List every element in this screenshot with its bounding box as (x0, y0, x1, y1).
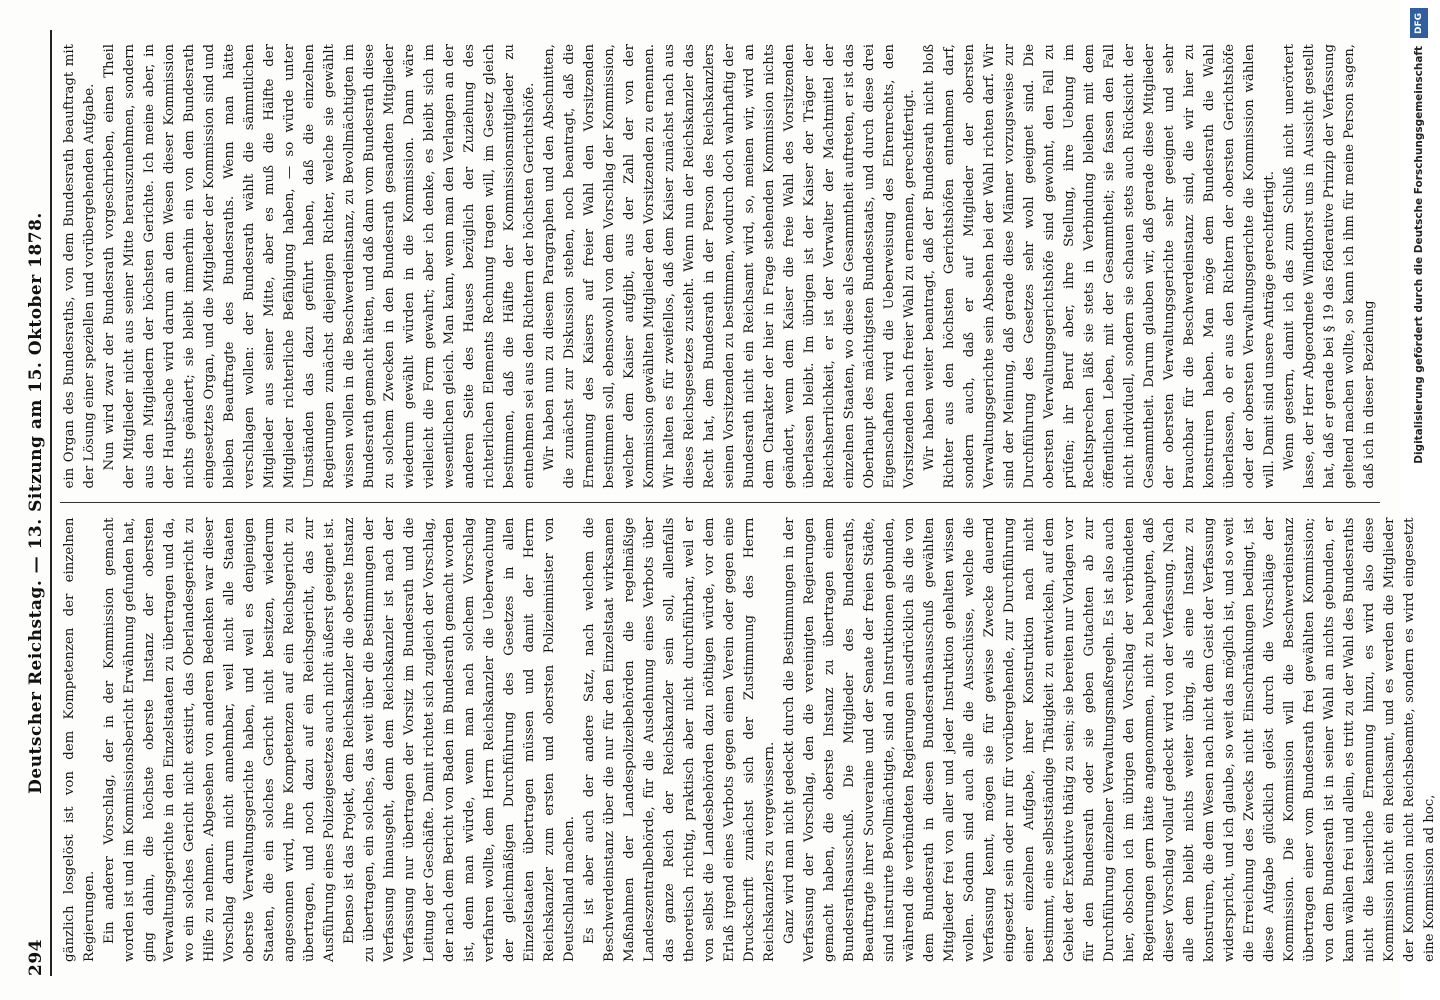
dfg-caption: Digitalisierung gefördert durch die Deutsche Forschungsgemeinschaft (1413, 46, 1425, 464)
header-session: — 13. Sitzung am 15. Oktober 1878. (26, 212, 46, 574)
paragraph: gänzlich losgelöst ist von dem Kompetenzen der einzelnen Regierungen. (62, 517, 97, 962)
right-column (60, 30, 1380, 504)
page-number: 294 (26, 939, 46, 976)
paragraph: Es ist aber auch der andere Satz, nach welchem die Beschwerdeinstanz über die nur für den Einzelstaat wirksamen Maßnahmen der Landespolizeibehörden die regelmäßige Landeszentralbehörde, für die Ausdehnung eines Verbots über das ganze Reich der Reichskanzler sein soll, allenfalls theoretisch richtig, praktisch aber nicht durchführbar, weil er von selbst die Landesbehörden dazu nöthigen würde, vor dem Erlaß irgend eines Verbots gegen einen Verein oder gegen eine Druckschrift zunächst sich der Zustimmung des Herrn Reichskanzlers zu vergewissern. (582, 517, 777, 962)
dfg-logo-icon: DFG (1410, 8, 1428, 38)
dfg-sidebar (1406, 0, 1432, 1000)
paragraph: Ein anderer Vorschlag, der in der Kommission gemacht worden ist und im Kommissionsbericht Erwähnung gefunden hat, ging dahin, die höchste oberste Instanz der obersten Verwaltungsgerichte in den Einzelstaaten zu übertragen und da, wo ein solches Gericht nicht existirt, das Oberlandesgericht zu Hilfe zu nehmen. Abgesehen von anderen Bedenken war dieser Vorschlag darum nicht annehmbar, weil nicht alle Staaten oberste Verwaltungsgerichte haben, und weil es denjenigen Staaten, die ein solches Gericht nicht besitzen, wiederum angesonnen wird, ihre Kompetenzen auf ein Reichsgericht zu übertragen, und noch dazu auf ein Reichsgericht, das zur Ausführung eines Polizeigesetzes auch nicht äußerst geeignet ist. (102, 517, 337, 962)
paragraph: Wir haben weiter beantragt, daß der Bundesrath nicht bloß Richter aus den höchsten Gerichtshöfen entnehmen darf, sondern auch, daß er auf Mitglieder der obersten Verwaltungsgerichte sein Absehen bei der Wahl richten darf. Wir sind der Meinung, daß gerade diese Männer vorzugsweise zur Durchführung des Gesetzes sehr wohl geeignet sind. Die obersten Verwaltungsgerichtshöfe sind gewohnt, den Fall zu prüfen; ihr Beruf aber, ihre Stellung, ihre Uebung im Rechtsprechen läßt sie stets in Verbindung bleiben mit dem öffentlichen Leben, mit der Gesammtheit; sie fassen den Fall nicht individuell, sondern sie schauen stets auch Rücksicht der Gesammtheit. Darum glauben wir, daß gerade diese Mitglieder der obersten Verwaltungsgerichte sehr geeignet und sehr brauchbar für die Beschwerdeinstanz sind, die wir hier zu konstruiren haben. Man möge dem Bundesrath die Wahl überlassen, ob er aus den Richtern der obersten Gerichtshöfe oder der obersten Verwaltungsgerichte die Kommission wählen will. Damit sind unsere Anträge gerechtfertigt. (922, 44, 1277, 489)
header-title: Deutscher Reichstag. (26, 579, 46, 794)
left-column (60, 504, 1437, 977)
paragraph: Wenn gestern, damit ich das zum Schluß nicht unerörtert lasse, der Herr Abgeordnete Windthorst uns in Aussicht gestellt hat, daß er gerade bei § 19 das föderative Prinzip der Verfassung geltend machen wollte, so kann ich ihm für meine Person sagen, daß ich in dieser Beziehung (1282, 44, 1377, 489)
paragraph: ein Organ des Bundesraths, von dem Bundesrath beauftragt mit der Lösung einer speziellen und vorübergehenden Aufgabe. (62, 44, 97, 489)
running-title (26, 90, 46, 916)
paragraph: Ebenso ist das Projekt, dem Reichskanzler die oberste Instanz zu übertragen, ein solches, das weit über die Bestimmungen der Verfassung hinausgeht, denn dem Reichskanzler ist nach der Verfassung nur übertragen der Vorsitz im Bundesrath und die Leitung der Geschäfte. Damit richtet sich zugleich der Vorschlag, der nach dem Bericht von Baden im Bundesrath gemacht worden ist, denn man würde, wenn man nach solchem Vorschlag verfahren wollte, dem Herrn Reichskanzler die Ueberwachung der gleichmäßigen Durchführung des Gesetzes in allen Einzelstaaten übertragen müssen und damit der Herrn Reichskanzler zum ersten und obersten Polizeiminister von Deutschland machen. (342, 517, 577, 962)
paragraph: Wir haben nun zu diesem Paragraphen und den Abschnitten, die zunächst zur Diskussion stehen, noch beantragt, daß die Ernennung des Kaisers auf freier Wahl den Vorsitzenden bestimmen soll, ebensowohl von dem Vorschlag der Kommission, welcher dem Kaiser aufgibt, aus der Zahl der von der Kommission gewählten Mitglieder den Vorsitzenden zu ernennen. Wir halten es für zweifellos, daß dem Kaiser zunächst nach aus dieses Reichsgesetzes zusteht. Wenn nun der Reichskanzler das Recht hat, dem Bundesrath in der Person des Reichskanzlers seinen Vorsitzenden zu bestimmen, wodurch doch wahrhaftig der Bundesrath nicht ein Reichsamt wird, so, meinen wir, wird an dem Charakter der hier in Frage stehenden Kommission nichts geändert, wenn dem Kaiser die freie Wahl des Vorsitzenden überlassen bleibt. Im übrigen ist der Kaiser der Träger der Reichsherrlichkeit, er ist der Verwalter der Machtmittel der einzelnen Staaten, wo diese als Gesammtheit auftreten, er ist das Oberhaupt des mächtigsten Bundesstaats, und durch diese drei Eigenschaften wird die Ueberweisung des Ehrenrechts, den Vorsitzenden nach freier Wahl zu ernennen, gerechtfertigt. (542, 43, 917, 489)
paragraph: Nun wird zwar der Bundesrath vorgeschrieben, einen Theil der Mitglieder nicht aus seiner Mitte herauszunehmen, sondern aus den Mitgliedern der höchsten Gerichte. Ich meine aber, in der Hauptsache wird darum an dem Wesen dieser Kommission nichts geändert; sie bleibt immerhin ein von dem Bundesrath eingesetztes Organ, und die Mitglieder der Kommission sind und bleiben Beauftragte des Bundesraths. Wenn man hätte verschlagen wollen: der Bundesrath wählt die sämmtlichen Mitglieder aus seiner Mitte, aber es muß die Hälfte der Mitglieder richterliche Befähigung haben, — so würde unter Umständen das dazu geführt haben, daß die einzelnen Regierungen zunächst diejenigen Richter, welche sie gewählt wissen wollen in die Beschwerdeinstanz, zu Bevollmächtigten im Bundesrath gemacht hätten, und daß dann vom Bundesrath diese zu solchem Zwecken in den Bundesrath gesandten Mitglieder wiederum gewählt würden in die Kommission. Dann wäre vielleicht die Form gewahrt; aber ich denke, es bleibt sich im wesentlichen gleich. Man kann, wenn man den Verlangen an der anderen Seite des Hauses bezüglich der Zuziehung des richterlichen Elements Rechnung tragen will, im Gesetz gleich bestimmen, daß die Hälfte der Kommissionsmitglieder zu entnehmen sei aus den Richtern der höchsten Gerichtshöfe. (102, 44, 537, 489)
running-header (22, 30, 52, 976)
paragraph: Ganz wird man nicht gedeckt durch die Bestimmungen in der Verfassung der Vorschlag, den die vereinigten Regierungen gemacht haben, die oberste Instanz zu übertragen einem Bundesrathsausschuß. Die Mitglieder des Bundesraths, Beauftragte ihrer Souveraine und der Senate der freien Städte, sind instruirte Bevollmächtigte, sind an Instruktionen gebunden, während die verbündeten Regierungen ausdrücklich als die von dem Bundesrath in diesen Bundesrathsausschuß gewählten Mitglieder frei von aller und jeder Instruktion gehalten wissen wollen. Sodann sind auch alle die Ausschüsse, welche die Verfassung kennt, mögen sie für gewisse Zwecke dauernd eingesetzt sein oder nur für vorübergehende, zur Durchführung einer einzelnen Aufgabe, ihrer Konstruktion nach nicht bestimmt, eine selbstständige Thätigkeit zu entwickeln, auf dem Gebiet der Exekutive thätig zu sein; sie bereiten nur Vorlagen vor für den Bundesrath oder sie geben Gutachten ab zur Durchführung einzelner Verwaltungsmaßregeln. Es ist also auch hier, obschon ich im übrigen den Vorschlag der verbündeten Regierungen gern hätte angenommen, nicht zu behaupten, daß dieser Vorschlag vollauf gedeckt wird von der Verfassung. Nach alle dem bleibt nichts weiter übrig, als eine Instanz zu konstruiren, die dem Wesen nach nicht dem Geist der Verfassung widerspricht, und ich glaube, so weit das möglich ist, und so weit die Erreichung des Zwecks nicht Einschränkungen bedingt, ist diese Aufgabe glücklich gelöst durch die Vorschläge der Kommission. Die Kommission will die Beschwerdeinstanz übertragen einer vom Bundesrath frei gewählten Kommission; von dem Bundesrath ist in seiner Wahl an nichts gebunden, er kann wählen frei und allein, es tritt zu der Wahl des Bundesraths nicht die kaiserliche Ernennung hinzu, es wird also diese Kommission nicht ein Reichsamt, und es werden die Mitglieder der Kommission nicht Reichsbeamte, sondern es wird eingesetzt eine Kommission ad hoc, (782, 517, 1437, 962)
